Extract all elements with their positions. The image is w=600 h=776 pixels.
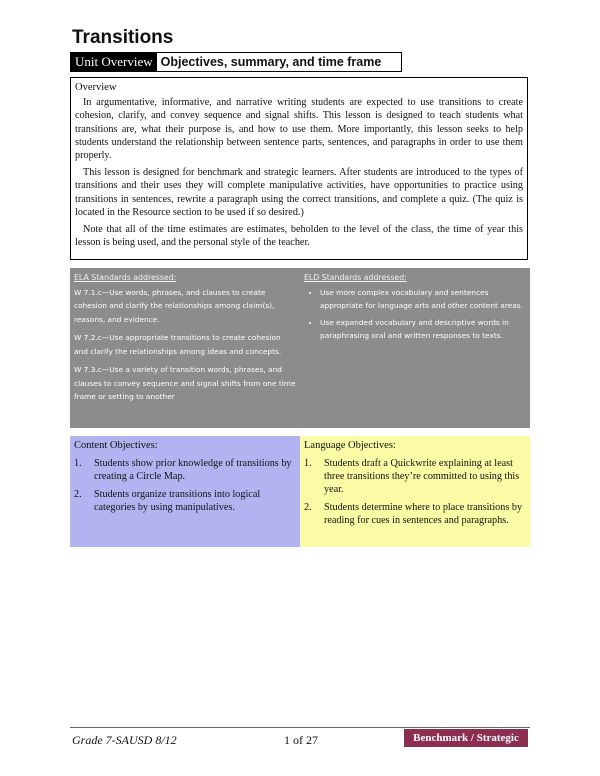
ela-standard-item: W 7.2.c—Use appropriate transitions to create cohesion and clarify the relationships among ideas and concepts.	[74, 333, 282, 356]
language-objectives-heading: Language Objectives:	[304, 440, 396, 451]
eld-standards	[300, 268, 530, 428]
list-item	[74, 457, 296, 483]
standards-box	[70, 268, 530, 428]
overview-paragraph: In argumentative, informative, and narrative writing students are expected to use transitions to create cohesion, clarify, and convey sequence and signal shifts. This lesson is designed to teach students what transitions are, what their purpose is, and how to use them. More importantly, this lesson seeks to help students understand the relationship between sentence parts, sentences, and paragraphs in order to use them properly.	[75, 97, 523, 162]
eld-standard-item: • Use more complex vocabulary and sentences appropriate for language arts and other content areas.	[320, 286, 526, 313]
unit-overview-label: Unit Overview	[71, 53, 157, 71]
list-text: Students organize transitions into logical categories by using manipulatives.	[94, 489, 261, 513]
list-item	[304, 501, 526, 527]
language-objectives	[300, 436, 530, 547]
list-item	[304, 457, 526, 496]
content-objectives	[70, 436, 300, 547]
footer-divider	[70, 727, 530, 728]
footer-grade: Grade 7-SAUSD 8/12	[72, 733, 177, 747]
ela-standard-item: W 7.1.c—Use words, phrases, and clauses to create cohesion and clarify the relationships among claim(s), reasons, and evidence.	[74, 287, 275, 324]
content-objectives-heading: Content Objectives:	[74, 440, 158, 451]
unit-overview-description: Objectives, summary, and time frame	[160, 55, 382, 69]
language-objectives-list	[304, 457, 526, 527]
eld-standards-heading: ELD Standards addressed:	[304, 273, 407, 282]
content-objectives-list	[74, 457, 296, 514]
page-number: 1 of 27	[284, 733, 318, 747]
ela-standards	[70, 268, 300, 428]
list-number: 2.	[74, 489, 82, 500]
ela-standard-item: W 7.3.c—Use a variety of transition words, phrases, and clauses to convey sequence and signal shifts from one time frame or setting to another	[74, 365, 296, 401]
list-number: 1.	[74, 458, 82, 469]
overview-heading: Overview	[75, 82, 117, 93]
objectives-row	[70, 436, 530, 547]
eld-standard-item: • Use expanded vocabulary and descriptive words in paraphrasing oral and written responses to texts.	[320, 316, 526, 343]
overview-box	[70, 77, 528, 260]
ela-standards-heading: ELA Standards addressed:	[74, 273, 177, 282]
list-number: 1.	[304, 458, 312, 469]
level-badge: Benchmark / Strategic	[404, 729, 528, 747]
page-title: Transitions	[72, 27, 174, 48]
list-item	[74, 488, 296, 514]
list-text: Students determine where to place transitions by reading for cues in sentences and paragraphs.	[324, 502, 523, 526]
eld-standards-list	[304, 286, 526, 343]
list-number: 2.	[304, 502, 312, 513]
list-text: Students show prior knowledge of transitions by creating a Circle Map.	[94, 458, 292, 482]
unit-overview-bar	[70, 52, 402, 72]
list-text: Students draft a Quickwrite explaining at least three transitions they’re committed to using this year.	[324, 458, 520, 495]
overview-paragraph: This lesson is designed for benchmark and strategic learners. After students are introduced to the types of transitions and their uses they will complete manipulative activities, have opportunities to practice using transitions in sentences, rewrite a paragraph using the correct transitions, and complete a quiz. (The quiz is located in the Resource section to be used if so desired.)	[75, 167, 523, 218]
overview-paragraph: Note that all of the time estimates are estimates, beholden to the level of the class, the time of year this lesson is being used, and the personal style of the teacher.	[75, 224, 523, 249]
